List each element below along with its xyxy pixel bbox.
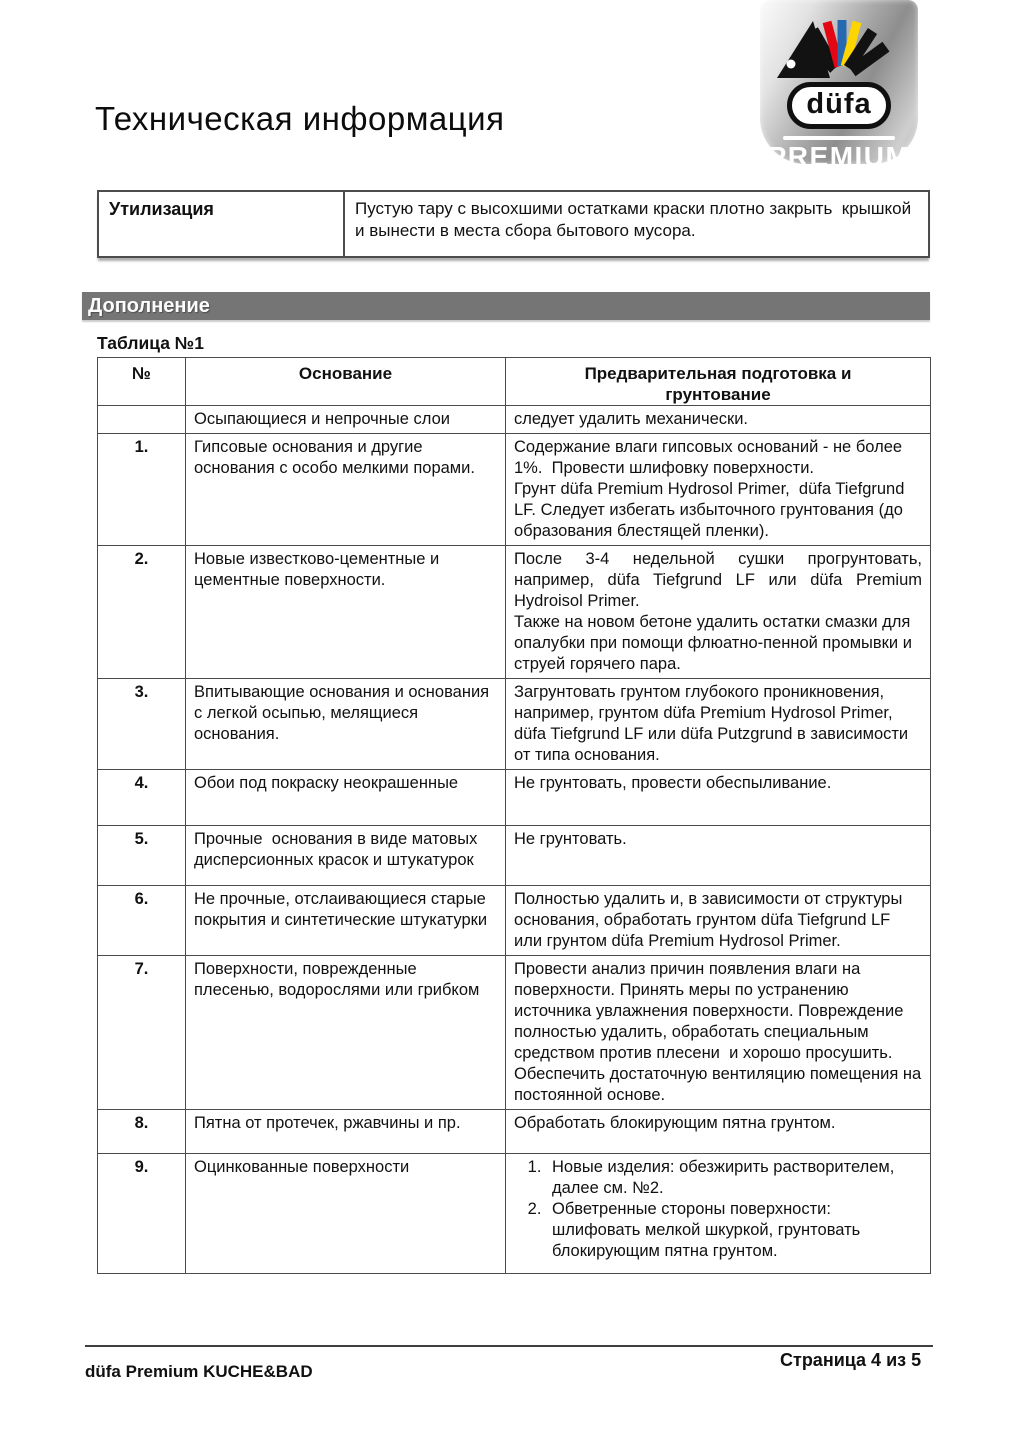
base-cell: Поверхности, поврежденные плесенью, водорослями или грибком (186, 956, 506, 1110)
disposal-text: Пустую тару с высохшими остатками краски плотно закрыть крышкой и вынести в места сбора бытового мусора. (344, 191, 929, 257)
brand-badge (760, 0, 918, 172)
prep-paragraph: Обработать блокирующим пятна грунтом. (514, 1114, 836, 1132)
base-cell: Оцинкованные поверхности (186, 1154, 506, 1274)
prep-paragraph: Провести анализ причин появления влаги на поверхности. Принять меры по устранению источника увлажнения поверхности. Повреждение полностью удалить, обработать специальным средством против плесени и хорошо просушить. Обеспечить достаточную вентиляцию помещения на постоянной основе. (514, 960, 926, 1104)
prep-list-item: 1. Новые изделия: обезжирить растворителем, далее см. №2. (546, 1157, 922, 1199)
prep-paragraph: После 3-4 недельной сушки прогрунтовать, например, düfa Tiefgrund LF или düfa Premium Hydroisol Primer. (514, 550, 927, 610)
prep-paragraph: следует удалить механически. (514, 410, 749, 428)
prep-list (516, 1157, 922, 1262)
prep-cell (506, 434, 931, 546)
base-cell: Осыпающиеся и непрочные слои (186, 406, 506, 434)
base-cell: Гипсовые основания и другие основания с особо мелкими порами. (186, 434, 506, 546)
prep-cell (506, 546, 931, 679)
prep-paragraph: Полностью удалить и, в зависимости от структуры основания, обработать грунтом düfa Tiefgrund LF или грунтом düfa Premium Hydrosol Primer. (514, 890, 907, 950)
row-number: 2. (98, 546, 186, 679)
row-number: 3. (98, 679, 186, 770)
footer-page-number: Страница 4 из 5 (780, 1350, 922, 1370)
prep-paragraph: Грунт düfa Premium Hydrosol Primer, düfa Tiefgrund LF. Следует избегать избыточного грунтования (до образования блестящей пленки). (514, 480, 909, 540)
main-table-body (98, 406, 931, 1274)
badge-divider-bottom (783, 175, 895, 179)
color-fan-hedgehog-icon (776, 8, 902, 80)
row-number: 8. (98, 1110, 186, 1154)
table-row (98, 1154, 931, 1274)
dufa-logo: düfa (787, 82, 890, 129)
footer-divider (85, 1345, 933, 1347)
prep-cell (506, 826, 931, 886)
table-row (98, 886, 931, 956)
row-number: 5. (98, 826, 186, 886)
base-cell: Прочные основания в виде матовых дисперсионных красок и штукатурок (186, 826, 506, 886)
footer-product-name: düfa Premium KUCHE&BAD (85, 1362, 313, 1381)
row-number: 4. (98, 770, 186, 826)
prep-cell (506, 1154, 931, 1274)
base-cell: Не прочные, отслаивающиеся старые покрытия и синтетические штукатурки (186, 886, 506, 956)
section-title: Дополнение (88, 295, 210, 317)
prep-cell (506, 770, 931, 826)
main-table (97, 357, 931, 1274)
header-num: № (98, 358, 186, 406)
table-row (98, 191, 929, 257)
table-row (98, 546, 931, 679)
base-cell: Пятна от протечек, ржавчины и пр. (186, 1110, 506, 1154)
table-row (98, 406, 931, 434)
section-bar (82, 292, 930, 320)
prep-list-item: 2. Обветренные стороны поверхности: шлифовать мелкой шкуркой, грунтовать блокирующим пятна грунтом. (546, 1199, 922, 1262)
prep-paragraph: Содержание влаги гипсовых оснований - не более 1%. Провести шлифовку поверхности. (514, 438, 907, 477)
prep-paragraph: Также на новом бетоне удалить остатки смазки для опалубки при помощи флюатно-пенной промывки и струей горячего пара. (514, 613, 917, 673)
prep-paragraph: Загрунтовать грунтом глубокого проникновения, например, грунтом düfa Premium Hydrosol Primer, düfa Tiefgrund LF или düfa Putzgrund в зависимости от типа основания. (514, 683, 913, 764)
table-row (98, 826, 931, 886)
table-row (98, 956, 931, 1110)
premium-label: PREMIUM (767, 141, 911, 172)
table-row (98, 1110, 931, 1154)
row-number: 9. (98, 1154, 186, 1274)
prep-cell (506, 406, 931, 434)
base-cell: Обои под покраску неокрашенные (186, 770, 506, 826)
badge-divider-top (783, 136, 895, 140)
table-row (98, 770, 931, 826)
prep-cell (506, 1110, 931, 1154)
prep-cell (506, 886, 931, 956)
row-number (98, 406, 186, 434)
disposal-label: Утилизация (98, 191, 344, 257)
row-number: 6. (98, 886, 186, 956)
row-number: 1. (98, 434, 186, 546)
base-cell: Новые известково-цементные и цементные поверхности. (186, 546, 506, 679)
prep-cell (506, 679, 931, 770)
table-header-row (98, 358, 931, 406)
row-number: 7. (98, 956, 186, 1110)
table-row (98, 679, 931, 770)
page-title: Техническая информация (95, 100, 505, 137)
base-cell: Впитывающие основания и основания с легкой осыпью, мелящиеся основания. (186, 679, 506, 770)
header-prep: Предварительная подготовка и грунтование (506, 358, 931, 406)
table-caption: Таблица №1 (97, 333, 205, 353)
prep-paragraph: Не грунтовать, провести обеспыливание. (514, 774, 832, 792)
table-row (98, 434, 931, 546)
prep-paragraph: Не грунтовать. (514, 830, 627, 848)
disposal-table (97, 190, 930, 258)
header-base: Основание (186, 358, 506, 406)
prep-cell (506, 956, 931, 1110)
